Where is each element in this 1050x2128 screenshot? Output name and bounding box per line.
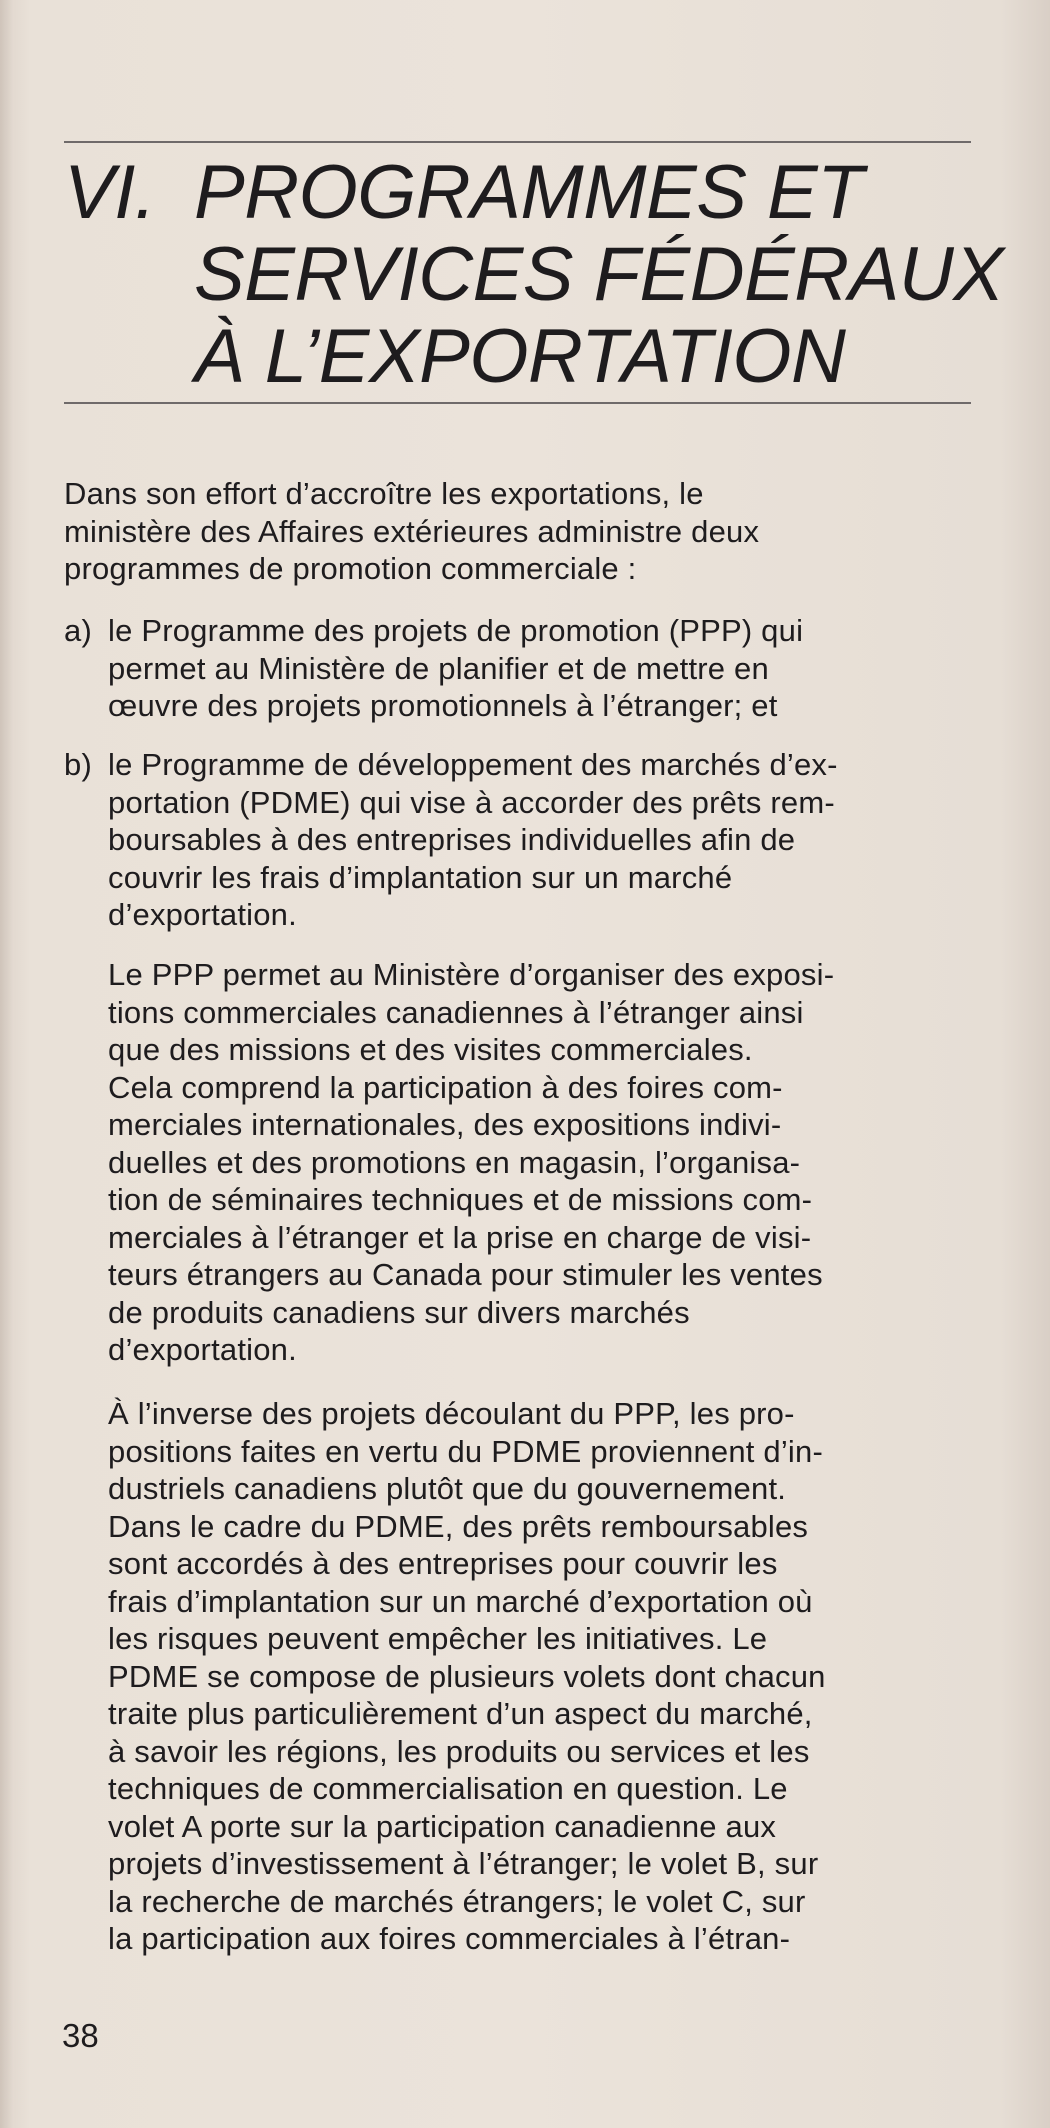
intro-paragraph — [64, 475, 984, 588]
list-item-text — [108, 746, 984, 934]
heading-line-3: À L’EXPORTATION — [194, 314, 846, 399]
text-line: sont accordés à des entreprises pour couvrir les — [108, 1546, 778, 1581]
text-line: le Programme des projets de promotion (PPP) qui — [108, 613, 804, 648]
text-line: Dans le cadre du PDME, des prêts remboursables — [108, 1508, 809, 1544]
text-line: projets d’investissement à l’étranger; le volet B, sur — [108, 1846, 819, 1881]
list-item-b — [64, 746, 984, 934]
text-line: couvrir les frais d’implantation sur un marché — [108, 859, 733, 895]
text-line: positions faites en vertu du PDME proviennent d’in- — [108, 1433, 823, 1469]
text-line: Le PPP permet au Ministère d’organiser des exposi- — [108, 957, 835, 992]
text-line: Cela comprend la participation à des foires com- — [108, 1069, 783, 1105]
list-item-text — [108, 612, 984, 725]
text-line: d’exportation. — [108, 1332, 297, 1367]
text-line: le Programme de développement des marchés d’ex- — [108, 747, 838, 782]
text-line: frais d’implantation sur un marché d’exportation où — [108, 1583, 813, 1619]
text-line: boursables à des entreprises individuelles afin de — [108, 822, 796, 857]
text-line: dustriels canadiens plutôt que du gouvernement. — [108, 1471, 787, 1506]
heading-line-1 — [64, 152, 984, 234]
heading-title-part-1: PROGRAMMES ET — [194, 150, 864, 235]
text-line: traite plus particulièrement d’un aspect du marché, — [108, 1696, 813, 1731]
heading-bottom-rule — [64, 402, 971, 404]
text-line: de produits canadiens sur divers marchés — [108, 1294, 690, 1330]
paragraph-ppp — [108, 956, 988, 1369]
text-line: merciales à l’étranger et la prise en charge de visi- — [108, 1219, 812, 1255]
heading-top-rule — [64, 141, 971, 143]
page-number: 38 — [62, 2017, 99, 2054]
text-line: ministère des Affaires extérieures administre deux — [64, 513, 760, 549]
section-number: VI. — [64, 150, 156, 235]
text-line: tions commerciales canadiennes à l’étranger ainsi — [108, 994, 804, 1030]
list-item-label: a) — [64, 613, 92, 648]
text-line: programmes de promotion commerciale : — [64, 551, 637, 586]
text-line: duelles et des promotions en magasin, l’organisa- — [108, 1144, 801, 1180]
list-item-a — [64, 612, 984, 725]
heading-line-2: SERVICES FÉDÉRAUX — [194, 232, 1004, 317]
text-line: la recherche de marchés étrangers; le volet C, sur — [108, 1883, 806, 1919]
page-binding-edge — [0, 0, 14, 2128]
text-line: les risques peuvent empêcher les initiatives. Le — [108, 1621, 768, 1656]
section-heading — [64, 150, 1004, 399]
text-line: techniques de commercialisation en question. Le — [108, 1771, 788, 1806]
text-line: À l’inverse des projets découlant du PPP, les pro- — [108, 1396, 795, 1431]
text-line: volet A porte sur la participation canadienne aux — [108, 1808, 777, 1844]
text-line: que des missions et des visites commerciales. — [108, 1032, 753, 1067]
text-line: Dans son effort d’accroître les exportations, le — [64, 476, 704, 511]
text-line: merciales internationales, des expositions indivi- — [108, 1107, 782, 1142]
text-line: la participation aux foires commerciales à l’étran- — [108, 1921, 791, 1956]
text-line: PDME se compose de plusieurs volets dont chacun — [108, 1658, 826, 1694]
text-line: permet au Ministère de planifier et de mettre en — [108, 650, 769, 686]
text-line: œuvre des projets promotionnels à l’étranger; et — [108, 688, 778, 723]
paragraph-pdme — [108, 1395, 988, 1958]
text-line: teurs étrangers au Canada pour stimuler les ventes — [108, 1257, 823, 1292]
text-line: tion de séminaires techniques et de missions com- — [108, 1182, 813, 1217]
text-line: à savoir les régions, les produits ou services et les — [108, 1733, 810, 1769]
text-line: portation (PDME) qui vise à accorder des prêts rem- — [108, 784, 835, 820]
list-item-label: b) — [64, 747, 92, 782]
text-line: d’exportation. — [108, 897, 297, 932]
